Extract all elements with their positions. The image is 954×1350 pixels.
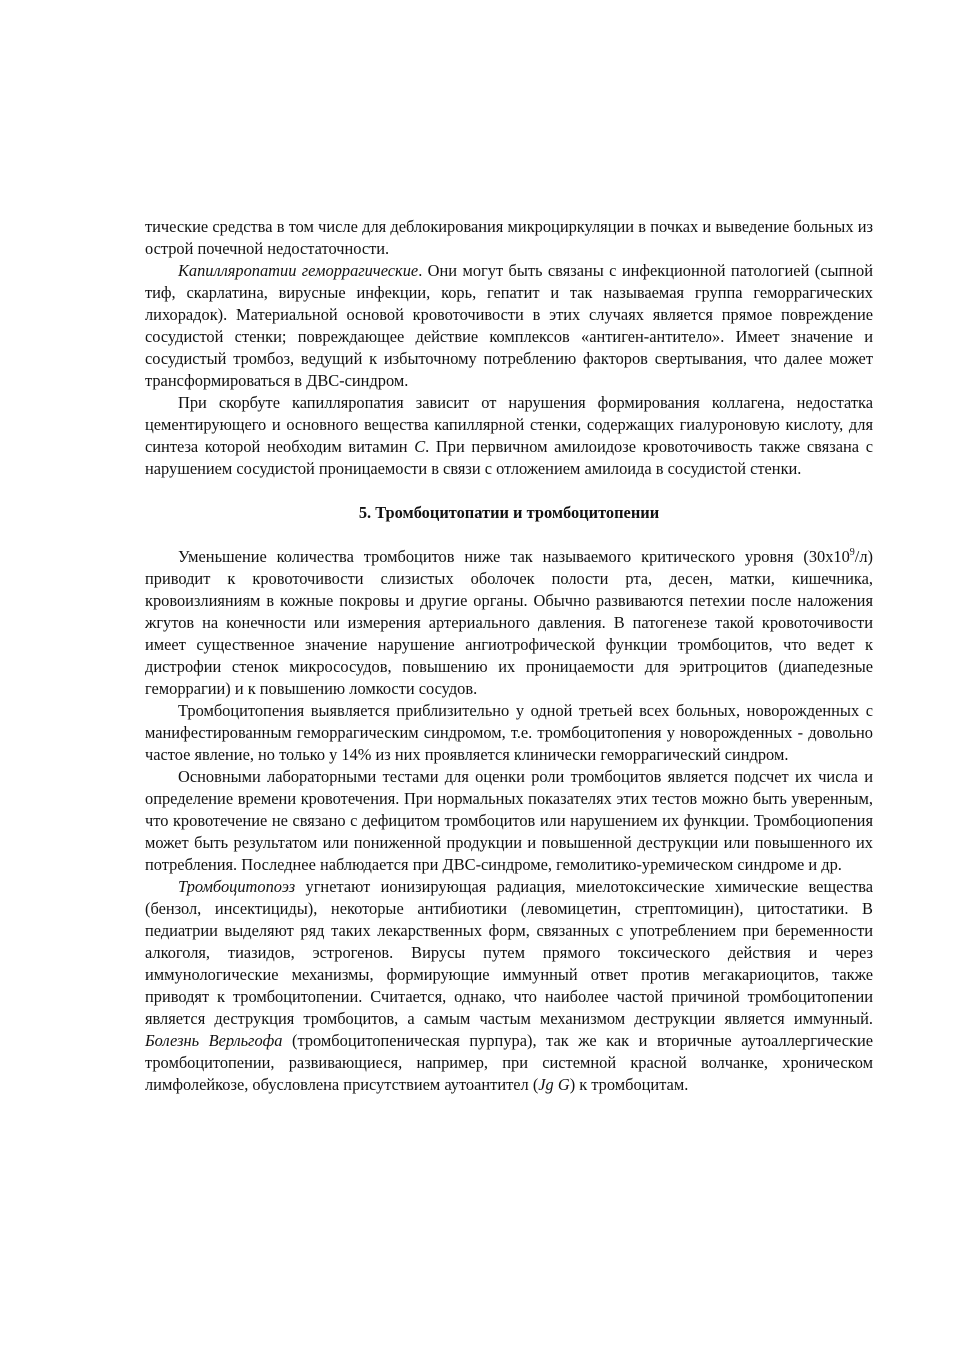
paragraph-text: . При первичном амилоидозе кровоточивость также связана с нарушением сосудистой проницаемости в связи с отложением амилоида в сосудистой стенки. (145, 437, 874, 478)
paragraph-platelet-decrease (145, 546, 873, 700)
superscript: 9 (849, 547, 855, 558)
italic-term: Jg G (538, 1075, 570, 1094)
paragraph-text: Основными лабораторными тестами для оценки роли тромбоцитов является подсчет их числа и определение времени кровотечения. При нормальных показателях этих тестов можно быть уверенным, что кровотечение не связано с дефицитом тромбоцитов или нарушением их функции. Тромбоциопения может быть результатом или пониженной продукции и повышенной деструкции или повышенного их потребления. Последнее наблюдается при ДВС-синдроме, гемолитико-уремическом синдроме и др. (145, 767, 873, 874)
paragraph-scurvy (145, 392, 873, 480)
paragraph-newborns (145, 700, 873, 766)
paragraph-text: . Они могут быть связаны с инфекционной патологией (сыпной тиф, скарлатина, вирусные инфекции, корь, гепатит и так называемая группа геморрагических лихорадок). Материальной основой кровоточивости в этих случаях является прямое повреждение сосудистой стенки; повреждающее действие комплексов «антиген-антитело». Имеет значение и сосудистый тромбоз, ведущий к избыточному потреблению факторов свертывания, что далее может трансформироваться в ДВС-синдром. (145, 261, 874, 390)
italic-term: С (414, 437, 426, 456)
paragraph-capillaropathy (145, 260, 873, 392)
document-page (145, 216, 873, 1096)
paragraph-text: Тромбоцитопения выявляется приблизительно у одной третьей всех больных, новорожденных с манифестированным геморрагическим синдромом, т.е. тромбоцитопения у новорожденных - довольно частое явление, но только у 14% из них проявляется клинически геморрагический синдром. (145, 701, 873, 764)
paragraph-text: ) к тромбоцитам. (569, 1075, 689, 1094)
paragraph-text: /л) приводит к кровоточивости слизистых оболочек полости рта, десен, матки, кишечника, кровоизлияниям в кожные покровы и другие органы. Обычно развиваются петехии после наложения жгутов на конечности или измерения артериального давления. В патогенезе такой кровоточивости имеет существенное значение нарушение ангиотрофической функции тромбоцитов, что ведет к дистрофии стенок микрососудов, повышению их проницаемости для эритроцитов (диапедезные геморрагии) и к повышению ломкости сосудов. (145, 547, 873, 698)
paragraph-text: (тромбоцитопеническая пурпура), так же как и вторичные аутоаллергические тромбоцитопении, развивающиеся, например, при системной красной волчанке, хроническом лимфолейкозе, обусловлена присутствием аутоантител ( (145, 1031, 873, 1094)
italic-term: Болезнь Верльгофа (145, 1031, 283, 1050)
paragraph-text: При скорбуте капилляропатия зависит от нарушения формирования коллагена, недостатка цементирующего и основного вещества капиллярной стенки, содержащих гиалуроновую кислоту, для синтеза которой необходим витамин (145, 393, 873, 456)
italic-term: Тромбоцитопоэз (178, 877, 296, 896)
italic-term: Капилляропатии геморрагические (178, 261, 419, 280)
section-heading: 5. Тромбоцитопатии и тромбоцитопении (358, 503, 660, 522)
paragraph-text: Уменьшение количества тромбоцитов ниже так называемого критического уровня (30х10 (178, 547, 850, 566)
paragraph-text: угнетают ионизирующая радиация, миелотоксические химические вещества (бензол, инсектициды), некоторые антибиотики (левомицетин, стрептомицин), цитостатики. В педиатрии выделяют ряд таких лекарственных форм, связанных с употреблением при беременности алкоголя, тиазидов, эстрогенов. Вирусы путем прямого токсического действия и через иммунологические механизмы, формирующие иммунный ответ против мегакариоцитов, также приводят к тромбоцитопении. Считается, однако, что наиболее частой причиной тромбоцитопении является деструкция тромбоцитов, а самым частым механизмом деструкции является иммунный. (145, 877, 873, 1028)
paragraph-continuation (145, 216, 873, 260)
paragraph-thrombocytopoiesis (145, 876, 873, 1096)
paragraph-text: тические средства в том числе для деблокирования микроциркуляции в почках и выведение больных из острой почечной недостаточности. (145, 217, 873, 258)
paragraph-lab-tests (145, 766, 873, 876)
